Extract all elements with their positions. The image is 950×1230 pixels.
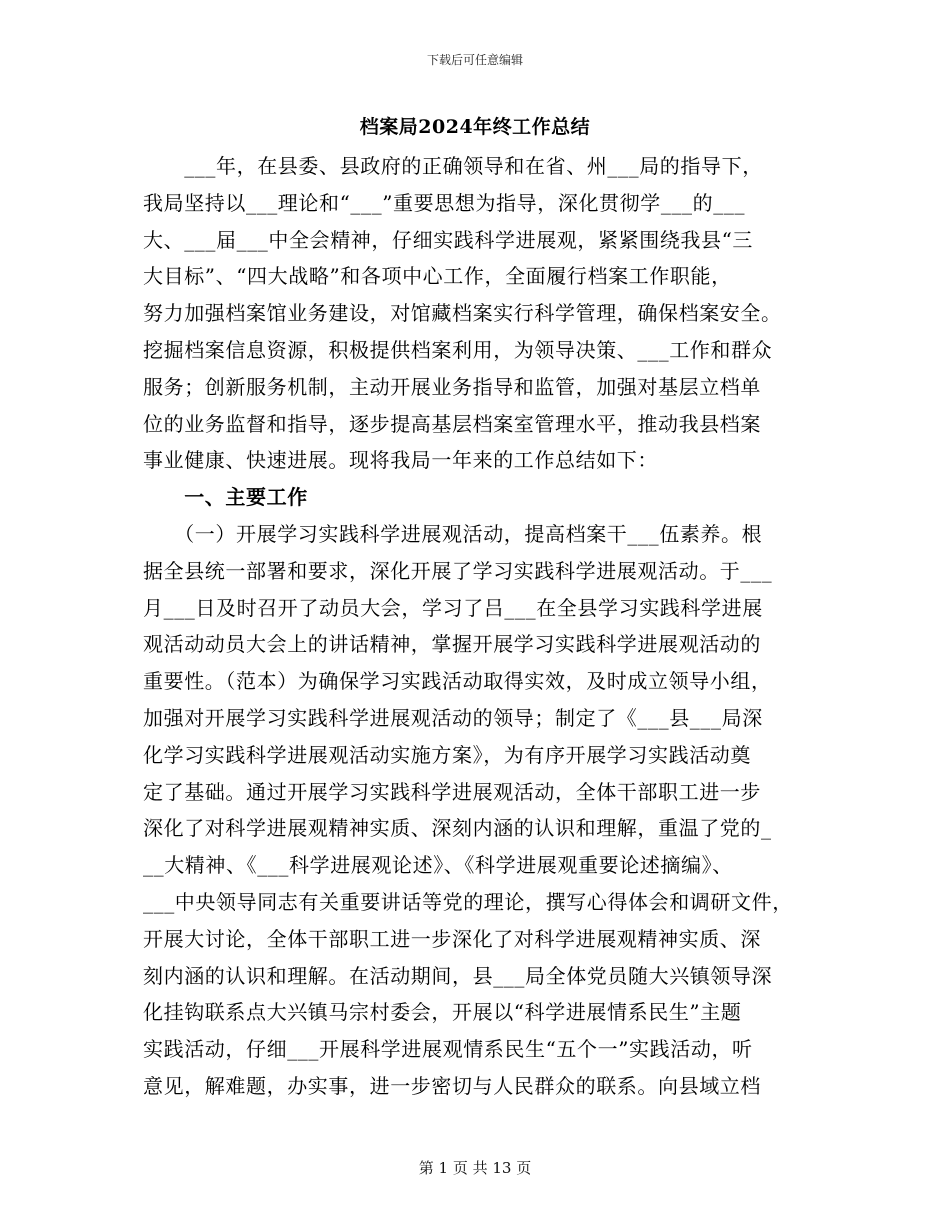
text-line: 观活动动员大会上的讲话精神，掌握开展学习实践科学进展观活动的 [143,632,761,657]
text-line: 深化了对科学进展观精神实质、深刻内涵的认识和理解，重温了党的_ [143,816,772,841]
text-line: 大、___届___中全会精神，仔细实践科学进展观，紧紧围绕我县“三 [143,227,754,252]
text-line: ___年，在县委、县政府的正确领导和在省、州___局的指导下， [143,154,763,178]
text-line: 挖掘档案信息资源，积极提供档案利用，为领导决策、___工作和群众 [143,337,773,362]
text-line: 事业健康、快速进展。现将我局一年来的工作总结如下： [143,448,658,473]
text-line: 加强对开展学习实践科学进展观活动的领导；制定了《___县___局深 [143,705,763,730]
text-line: 化挂钩联系点大兴镇马宗村委会，开展以“科学进展情系民生”主题 [143,1000,742,1025]
text-line: 据全县统一部署和要求，深化开展了学习实践科学进展观活动。于___ [143,558,773,583]
text-line: 努力加强档案馆业务建设，对馆藏档案实行科学管理，确保档案安全。 [143,301,782,326]
document-title: 档案局2024年终工作总结 [359,116,591,138]
text-line: 服务；创新服务机制，主动开展业务指导和监管，加强对基层立档单 [143,374,761,399]
text-line: 重要性。（范本）为确保学习实践活动取得实效，及时成立领导小组， [143,669,772,694]
text-line: 月___日及时召开了动员大会，学习了吕___在全县学习实践科学进展 [143,595,763,620]
text-line: ___中央领导同志有关重要讲话等党的理论，撰写心得体会和调研文件， [143,889,793,914]
page-header-note: 下载后可任意编辑 [426,53,523,67]
section-heading: 一、主要工作 [143,485,308,510]
text-line: 位的业务监督和指导，逐步提高基层档案室管理水平，推动我县档案 [143,411,761,436]
text-line: 意见，解难题，办实事，进一步密切与人民群众的联系。向县域立档 [143,1073,761,1098]
text-line: 实践活动，仔细___开展科学进展观情系民生“五个一”实践活动，听 [143,1037,753,1062]
section-paragraph [143,516,813,1105]
page-number: 第 1 页 共 13 页 [418,1159,532,1177]
text-line: __大精神、《___科学进展观论述》、《科学进展观重要论述摘编》、 [143,853,733,878]
text-line: 开展大讨论，全体干部职工进一步深化了对科学进展观精神实质、深 [143,926,761,951]
text-line: 大目标”、“四大战略”和各项中心工作，全面履行档案工作职能， [143,264,732,289]
text-line: 定了基础。通过开展学习实践科学进展观活动，全体干部职工进一步 [143,779,761,804]
text-line: 化学习实践科学进展观活动实施方案》，为有序开展学习实践活动奠 [143,742,751,767]
text-line: （一）开展学习实践科学进展观活动，提高档案干___伍素养。根 [143,521,763,546]
text-line: 刻内涵的认识和理解。在活动期间，县___局全体党员随大兴镇领导深 [143,963,773,988]
document-body [143,148,813,1105]
text-line: 我局坚持以___理论和“___”重要思想为指导，深化贯彻学___的___ [143,190,746,215]
intro-paragraph [143,148,813,479]
